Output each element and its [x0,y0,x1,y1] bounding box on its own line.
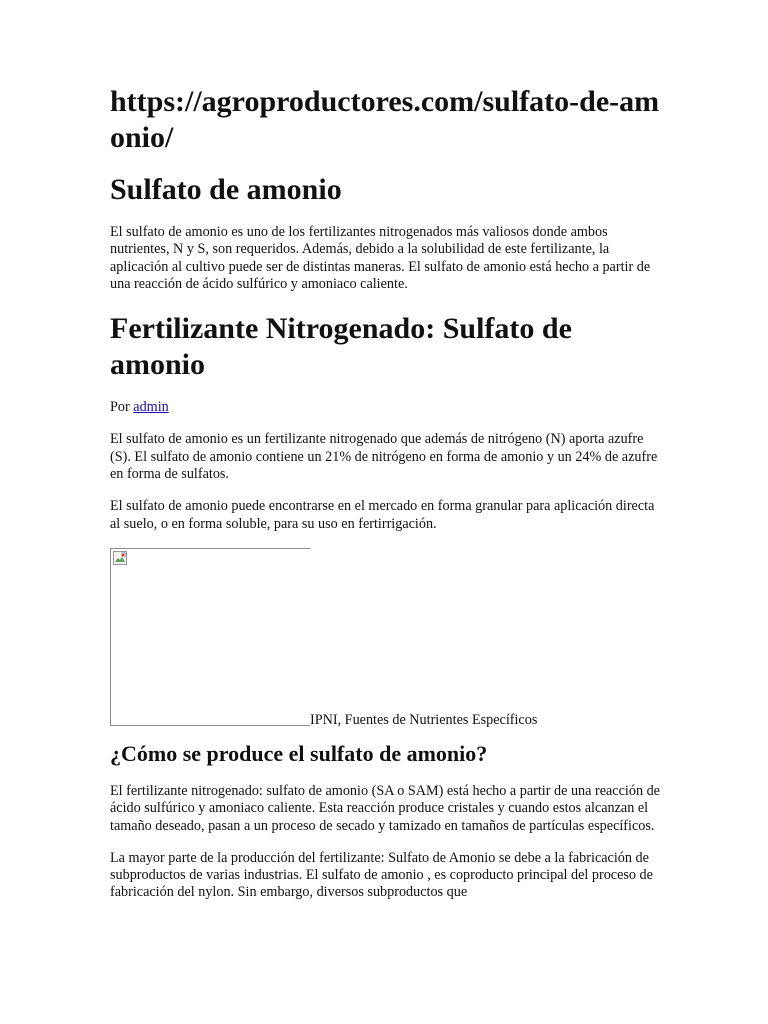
paragraph-composition: El sulfato de amonio es un fertilizante nitrogenado que además de nitrógeno (N) aporta azufre (S). El sulfato de amonio contiene un 21% de nitrógeno en forma de amonio y un 24% de azufre en forma de sulfatos. [110,431,658,483]
author-link[interactable]: admin [133,399,169,416]
article-title: Fertilizante Nitrogenado: Sulfato de amonio [110,312,572,382]
paragraph-production: El fertilizante nitrogenado: sulfato de amonio (SA o SAM) está hecho a partir de una reacción de ácido sulfúrico y amoniaco caliente. Esta reacción produce cristales y cuando estos alcanzan el tamaño deseado, pasan a un proceso de secado y tamizado en tamaños de partículas específicos. [110,782,660,834]
paragraph-forms: El sulfato de amonio puede encontrarse en el mercado en forma granular para aplicación directa al suelo, o en forma soluble, para su uso en fertirrigación. [110,498,655,532]
figure-caption: IPNI, Fuentes de Nutrientes Específicos [310,711,538,728]
broken-image-placeholder [110,548,310,726]
byline [110,399,662,416]
url-heading: https://agroproductores.com/sulfato-de-amonio/ [110,85,660,154]
document-page [110,84,662,917]
byline-prefix: Por [110,399,130,416]
paragraph-byproducts: La mayor parte de la producción del fertilizante: Sulfato de Amonio se debe a la fabricación de subproductos de varias industrias. El sulfato de amonio , es coproducto principal del proceso de fabricación del nylon. Sin embargo, diversos subproductos que [110,849,653,901]
intro-paragraph: El sulfato de amonio es uno de los fertilizantes nitrogenados más valiosos donde ambos nutrientes, N y S, son requeridos. Además, debido a la solubilidad de este fertilizante, la aplicación al cultivo puede ser de distintas maneras. El sulfato de amonio está hecho a partir de una reacción de ácido sulfúrico y amoniaco caliente. [110,224,651,292]
figure [110,548,662,726]
section-heading: ¿Cómo se produce el sulfato de amonio? [110,740,488,766]
broken-image-icon [113,551,127,565]
page-title: Sulfato de amonio [110,173,342,206]
